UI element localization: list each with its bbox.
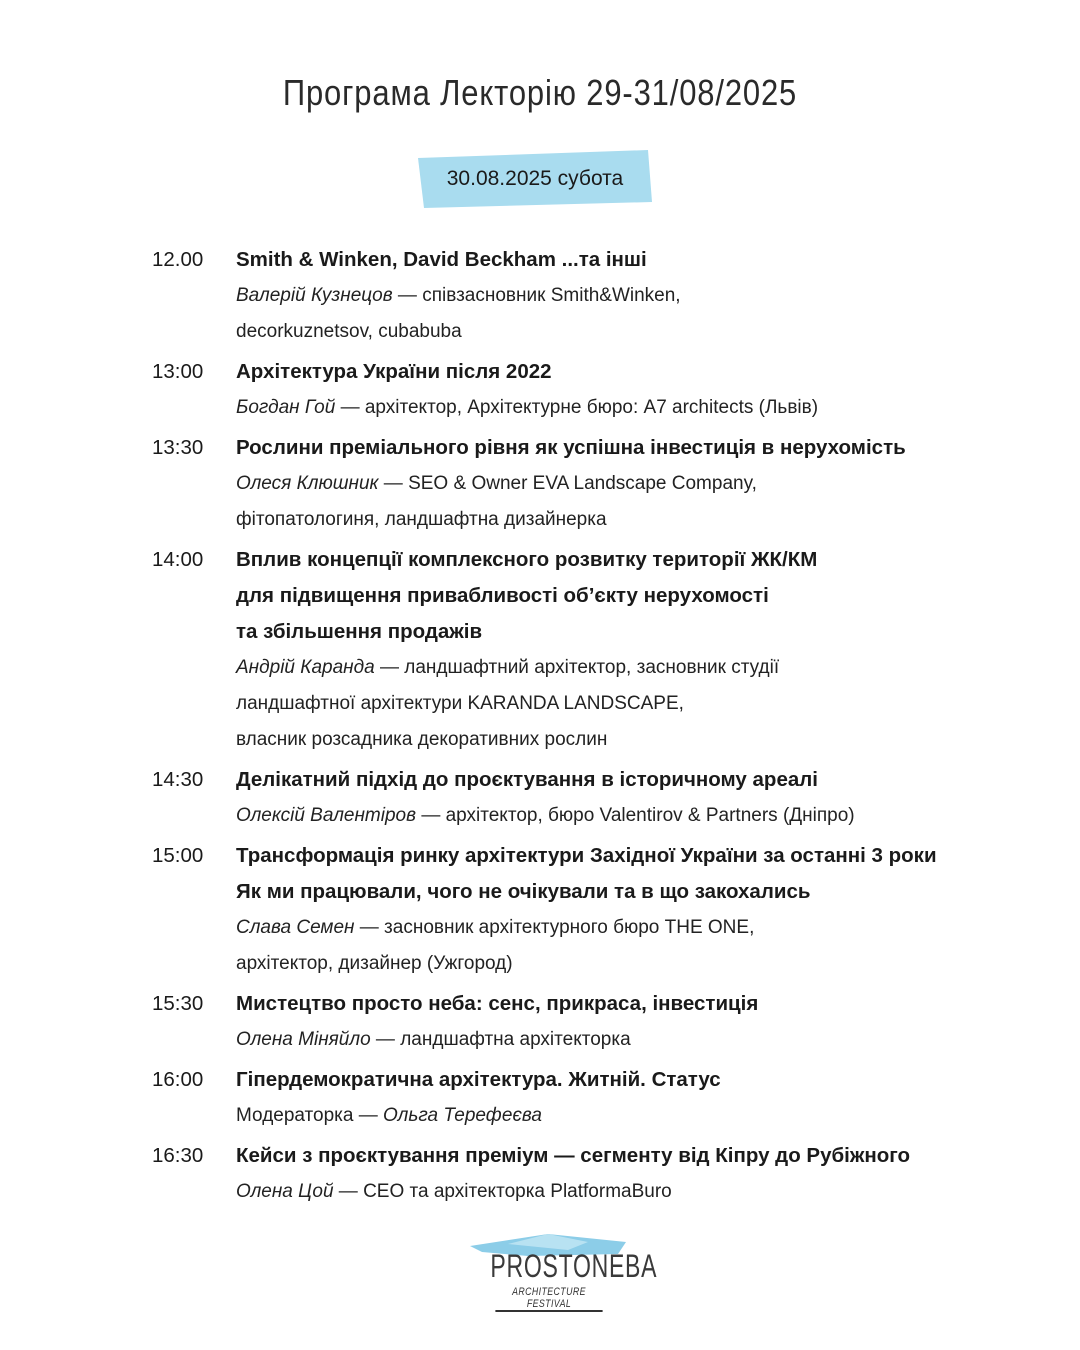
item-time: 14:30 [152, 768, 204, 791]
item-content [236, 838, 1052, 982]
schedule-item [152, 354, 1052, 426]
speaker-description: — співзасновник Smith&Winken, [392, 285, 681, 306]
speaker-role: Модераторка — [236, 1105, 384, 1126]
schedule-item [152, 1138, 1052, 1210]
item-topic: Вплив концепції комплексного розвитку території ЖК/КМ для підвищення привабливості об’єкту нерухомості та збільшення продажів [236, 548, 818, 643]
speaker-description: — SEO & Owner EVA Landscape Company, [378, 473, 757, 494]
item-time: 16:30 [152, 1144, 204, 1167]
item-time: 13:00 [152, 360, 204, 383]
speaker-name: Андрій Каранда [236, 657, 375, 678]
speaker-name: Олеся Клюшник [236, 473, 379, 494]
item-time: 15:00 [152, 844, 204, 867]
speaker-name: Валерій Кузнецов [236, 285, 393, 306]
item-time: 15:30 [152, 992, 204, 1015]
speaker-description: — засновник архітектурного бюро THE ONE, [354, 917, 755, 938]
schedule-item [152, 542, 1052, 758]
item-topic: Делікатний підхід до проєктування в історичному ареалі [236, 768, 818, 791]
speaker-name: Олена Міняйло [236, 1029, 371, 1050]
speaker-name: Богдан Гой [236, 397, 336, 418]
schedule-item [152, 762, 1052, 834]
schedule-item [152, 838, 1052, 982]
item-speaker [236, 390, 1052, 426]
item-speaker [236, 910, 1052, 946]
item-content [236, 542, 1052, 758]
speaker-description: — архітектор, бюро Valentirov & Partners (Дніпро) [416, 805, 855, 826]
speaker-description-line: фітопатологиня, ландшафтна дизайнерка [236, 509, 607, 530]
item-topic: Smith & Winken, David Beckham ...та інші [236, 248, 647, 271]
speaker-description: — CEO та архітекторка PlatformaBuro [333, 1181, 672, 1202]
item-content [236, 986, 1052, 1058]
item-time: 13:30 [152, 436, 204, 459]
item-topic: Трансформація ринку архітектури Західної України за останні 3 роки Як ми працювали, чого не очікували та в що закохались [236, 844, 937, 903]
speaker-name: Слава Семен [236, 917, 355, 938]
item-speaker [236, 1098, 1052, 1134]
schedule-item [152, 1062, 1052, 1134]
speaker-name: Олена Цой [236, 1181, 334, 1202]
item-content [236, 242, 1052, 350]
item-topic: Архітектура України після 2022 [236, 360, 552, 383]
date-badge [418, 150, 652, 204]
speaker-description: — архітектор, Архітектурне бюро: A7 architects (Львів) [335, 397, 819, 418]
item-topic: Рослини преміального рівня як успішна інвестиція в нерухомість [236, 436, 906, 459]
schedule-item [152, 986, 1052, 1058]
logo-name: PROSTONEBA [490, 1248, 658, 1284]
schedule-item [152, 242, 1052, 350]
schedule-item [152, 430, 1052, 538]
item-time: 16:00 [152, 1068, 204, 1091]
schedule-list [152, 242, 1052, 1214]
item-time: 12.00 [152, 248, 204, 271]
speaker-description-line: decorkuznetsov, cubabuba [236, 321, 462, 342]
item-content [236, 354, 1052, 426]
speaker-description: — ландшафтна архітекторка [370, 1029, 631, 1050]
item-content [236, 1062, 1052, 1134]
item-speaker [236, 798, 1052, 834]
item-speaker [236, 278, 1052, 314]
date-label: 30.08.2025 субота [446, 167, 624, 190]
item-speaker [236, 1174, 1052, 1210]
speaker-description-line: ландшафтної архітектури KARANDA LANDSCAPE, [236, 693, 684, 714]
speaker-description: — ландшафтний архітектор, засновник студії [374, 657, 780, 678]
festival-logo [468, 1228, 658, 1310]
speaker-description-line: власник розсадника декоративних рослин [236, 729, 608, 750]
item-content [236, 430, 1052, 538]
item-speaker [236, 466, 1052, 502]
logo-subtitle: ARCHITECTURE FESTIVAL [495, 1286, 602, 1312]
item-content [236, 1138, 1052, 1210]
item-topic: Гіпердемократична архітектура. Житній. Статус [236, 1068, 721, 1091]
item-topic: Мистецтво просто неба: сенс, прикраса, інвестиція [236, 992, 759, 1015]
speaker-name: Ольга Терефеєва [383, 1105, 542, 1126]
item-content [236, 762, 1052, 834]
item-topic: Кейси з проєктування преміум — сегменту від Кіпру до Рубіжного [236, 1144, 911, 1167]
speaker-name: Олексій Валентіров [236, 805, 417, 826]
item-speaker [236, 1022, 1052, 1058]
speaker-description-line: архітектор, дизайнер (Ужгород) [236, 953, 513, 974]
item-time: 14:00 [152, 548, 204, 571]
page-title: Програма Лекторію 29-31/08/2025 [282, 72, 798, 113]
item-speaker [236, 650, 1052, 686]
